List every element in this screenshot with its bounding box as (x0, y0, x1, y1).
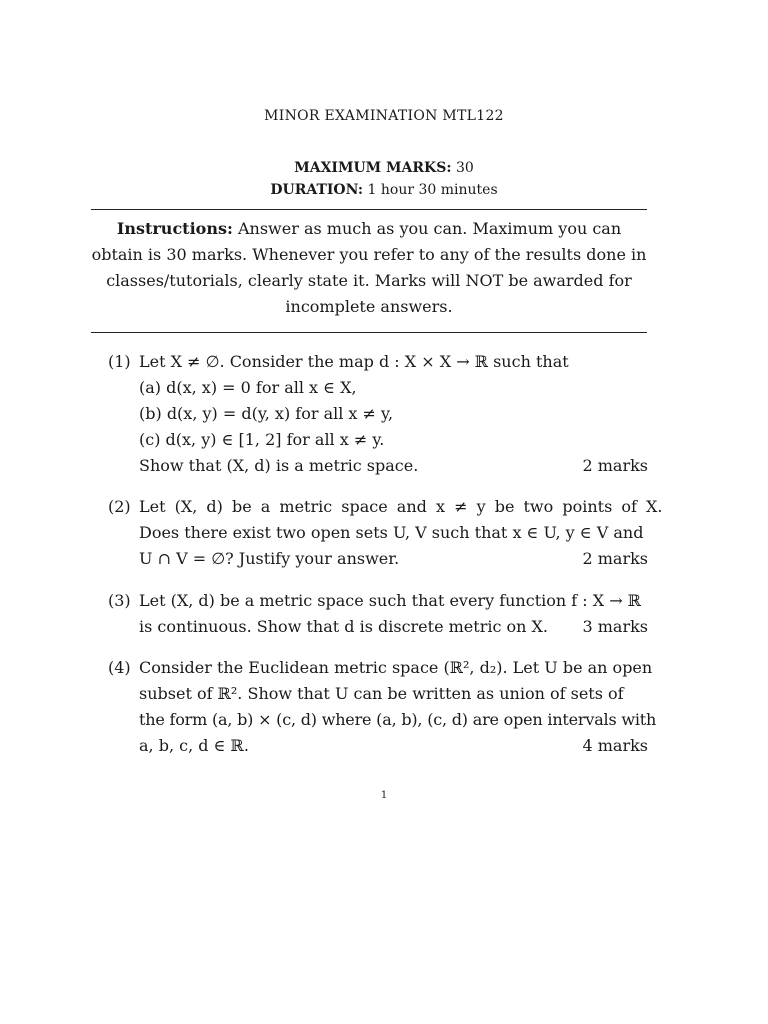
divider-bottom (91, 332, 647, 333)
question-line: Let (X, d) be a metric space and x ≠ y be two points of X. (139, 497, 663, 516)
question-text: U ∩ V = ∅? Justify your answer. (139, 549, 400, 568)
question-number: (2) (108, 497, 131, 516)
marks-label: 3 marks (582, 617, 648, 636)
marks-label: 4 marks (582, 736, 648, 755)
question-3 (108, 588, 648, 640)
question-subitem-a: (a) d(x, x) = 0 for all x ∈ X, (139, 378, 357, 397)
question-number: (4) (108, 658, 131, 677)
question-line-last (139, 614, 648, 640)
question-line: Does there exist two open sets U, V such that x ∈ U, y ∈ V and (139, 523, 644, 542)
instructions-label: Instructions: (116, 219, 233, 238)
marks-label: 2 marks (582, 549, 648, 568)
question-subitem-b: (b) d(x, y) = d(y, x) for all x ≠ y, (139, 404, 394, 423)
question-1 (108, 349, 648, 479)
question-text: a, b, c, d ∈ ℝ. (139, 736, 249, 755)
marks-label: 2 marks (582, 456, 648, 475)
question-text: is continuous. Show that d is discrete metric on X. (139, 617, 549, 636)
page-number: 1 (380, 790, 388, 801)
question-4 (108, 655, 657, 759)
question-2 (108, 494, 663, 572)
question-number: (1) (108, 352, 131, 371)
maximum-marks-value: 30 (455, 160, 474, 176)
instructions (91, 216, 647, 320)
duration (0, 182, 768, 198)
maximum-marks (0, 160, 768, 176)
question-line: Consider the Euclidean metric space (ℝ², d₂). Let U be an open (139, 658, 653, 677)
question-subitem-c: (c) d(x, y) ∈ [1, 2] for all x ≠ y. (139, 430, 385, 449)
duration-label: DURATION: (270, 182, 364, 198)
question-text: Show that (X, d) is a metric space. (139, 456, 419, 475)
question-line: Let (X, d) be a metric space such that every function f : X → ℝ (139, 591, 642, 610)
question-line: Let X ≠ ∅. Consider the map d : X × X → ℝ such that (139, 352, 569, 371)
question-line-last (139, 453, 648, 479)
divider-top (91, 209, 647, 210)
instructions-text: Answer as much as you can. Maximum you can obtain is 30 marks. Whenever you refer to any of the results done in classes/tutorials, clearly state it. Marks will NOT be awarded for incomplete answers. (91, 219, 647, 316)
question-line: the form (a, b) × (c, d) where (a, b), (c, d) are open intervals with (139, 710, 657, 729)
question-line-last (139, 546, 648, 572)
question-line-last (139, 733, 648, 759)
maximum-marks-label: MAXIMUM MARKS: (294, 160, 452, 176)
question-line: subset of ℝ². Show that U can be written as union of sets of (139, 684, 624, 703)
question-number: (3) (108, 591, 131, 610)
duration-value: 1 hour 30 minutes (367, 182, 498, 198)
exam-title: MINOR EXAMINATION MTL122 (264, 108, 504, 124)
